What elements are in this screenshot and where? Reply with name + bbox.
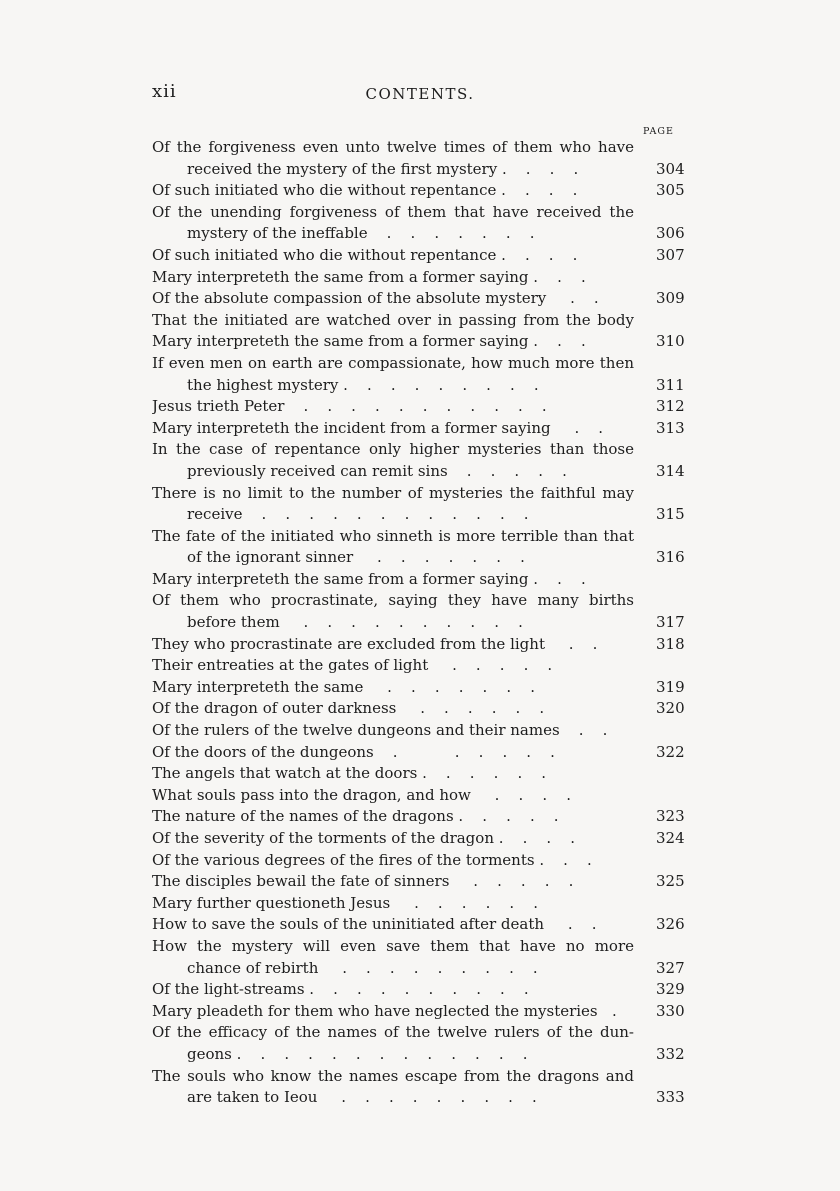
- contents-entry-line: [152, 159, 684, 181]
- contents-entry-line: [152, 461, 684, 483]
- entry-title: The nature of the names of the dragons . . . . .: [152, 807, 559, 826]
- contents-entry-line: [152, 137, 684, 159]
- contents-entry-line: [152, 202, 684, 224]
- entry-page-number: 326: [656, 915, 685, 934]
- contents-entry-line: [152, 504, 684, 526]
- contents-entry-line: [152, 396, 684, 418]
- contents-entry-line: [152, 742, 684, 764]
- entry-page-number: 312: [656, 397, 685, 416]
- entry-title: Mary pleadeth for them who have neglected the mysteries .: [152, 1001, 617, 1020]
- contents-entry-line: [152, 353, 684, 375]
- entry-page-number: 307: [656, 245, 685, 264]
- entry-page-number: 329: [656, 980, 685, 999]
- entry-page-number: 305: [656, 181, 685, 200]
- entry-title: Jesus trieth Peter . . . . . . . . . . .: [152, 397, 547, 416]
- entry-page-number: 323: [656, 807, 685, 826]
- contents-entry-line: [152, 828, 684, 850]
- contents-entry-line: [152, 936, 684, 958]
- entry-title: Of the efficacy of the names of the twelve rulers of the dun-: [152, 1023, 634, 1042]
- contents-entry-line: [152, 720, 684, 742]
- entry-title: The souls who know the names escape from the dragons and: [152, 1066, 634, 1085]
- entry-title: receive . . . . . . . . . . . .: [187, 505, 529, 524]
- contents-entry-line: [152, 1087, 684, 1109]
- entry-title: The fate of the initiated who sinneth is more terrible than that: [152, 526, 634, 545]
- entry-title: Their entreaties at the gates of light . . . . .: [152, 656, 553, 675]
- contents-entry-line: [152, 698, 684, 720]
- entry-page-number: 330: [656, 1001, 685, 1020]
- contents-entry-line: [152, 914, 684, 936]
- contents-entry-line: [152, 763, 684, 785]
- contents-entry-line: [152, 310, 684, 332]
- contents-entry-line: [152, 331, 684, 353]
- entry-page-number: 311: [656, 375, 685, 394]
- entry-title: Of such initiated who die without repentance . . . .: [152, 245, 578, 264]
- entry-title: If even men on earth are compassionate, how much more then: [152, 353, 634, 372]
- entry-page-number: 313: [656, 418, 685, 437]
- entry-title: How the mystery will even save them that have no more: [152, 936, 634, 955]
- entry-page-number: 314: [656, 461, 685, 480]
- entry-page-number: 324: [656, 829, 685, 847]
- contents-entry-line: [152, 569, 684, 591]
- contents-entry-line: [152, 655, 684, 677]
- entry-title: The disciples bewail the fate of sinners . . . . .: [152, 872, 574, 891]
- contents-entry-line: [152, 483, 684, 505]
- entry-title: In the case of repentance only higher mysteries than those: [152, 440, 634, 459]
- entry-title: What souls pass into the dragon, and how . . . .: [152, 785, 571, 804]
- contents-entry-line: [152, 267, 684, 289]
- entry-title: Of the absolute compassion of the absolute mystery . .: [152, 289, 599, 308]
- entry-page-number: 325: [656, 872, 685, 891]
- contents-entry-line: [152, 180, 684, 202]
- entry-title: Of them who procrastinate, saying they have many births: [152, 591, 634, 610]
- entry-page-number: 322: [656, 742, 685, 761]
- entry-title: the highest mystery . . . . . . . . .: [187, 375, 539, 394]
- contents-entry-line: [152, 526, 684, 548]
- entry-title: Mary interpreteth the same from a former saying . . .: [152, 332, 586, 351]
- entry-title: Mary interpreteth the same from a former saying . . .: [152, 569, 586, 588]
- entry-title: Of the rulers of the twelve dungeons and their names . .: [152, 721, 608, 740]
- contents-entry-line: [152, 288, 684, 310]
- entry-title: Of the forgiveness even unto twelve times of them who have: [152, 138, 634, 156]
- entry-title: Of the light-streams . . . . . . . . . .: [152, 980, 529, 999]
- entry-page-number: 309: [656, 289, 685, 308]
- entry-title: Mary further questioneth Jesus . . . . . .: [152, 893, 539, 912]
- entry-page-number: 327: [656, 958, 685, 977]
- contents-entry-line: [152, 1022, 684, 1044]
- contents-entry-line: [152, 590, 684, 612]
- entry-title: received the mystery of the first mystery . . . .: [187, 159, 579, 178]
- contents-entry-line: [152, 1001, 684, 1023]
- entry-title: The angels that watch at the doors . . . . . .: [152, 764, 547, 783]
- entry-title: Of the unending forgiveness of them that have received the: [152, 202, 634, 221]
- entry-title: previously received can remit sins . . . . .: [187, 461, 567, 480]
- contents-entry-line: [152, 245, 684, 267]
- contents-entry-line: [152, 223, 684, 245]
- entry-page-number: 333: [656, 1088, 685, 1107]
- entry-title: are taken to Ieou . . . . . . . . .: [187, 1088, 537, 1107]
- entry-title: chance of rebirth . . . . . . . . .: [187, 958, 538, 977]
- contents-entry-line: [152, 785, 684, 807]
- contents-list: [152, 137, 684, 1109]
- contents-entry-line: [152, 806, 684, 828]
- entry-title: Mary interpreteth the same from a former saying . . .: [152, 267, 586, 286]
- contents-entry-line: [152, 547, 684, 569]
- entry-page-number: 319: [656, 677, 685, 696]
- contents-entry-line: [152, 893, 684, 915]
- entry-title: Mary interpreteth the incident from a former saying . .: [152, 418, 604, 437]
- entry-page-number: 315: [656, 505, 685, 524]
- entry-title: geons . . . . . . . . . . . . .: [187, 1044, 528, 1063]
- entry-page-number: 306: [656, 224, 685, 243]
- entry-page-number: 318: [656, 634, 685, 653]
- running-head: CONTENTS.: [365, 85, 475, 103]
- entry-page-number: 310: [656, 332, 685, 351]
- contents-entry-line: [152, 850, 684, 872]
- contents-entry-line: [152, 418, 684, 440]
- page-folio: xii: [152, 81, 177, 102]
- entry-page-number: 304: [656, 159, 685, 178]
- contents-entry-line: [152, 439, 684, 461]
- contents-entry-line: [152, 958, 684, 980]
- entry-title: of the ignorant sinner . . . . . . .: [187, 548, 525, 567]
- entry-title: That the initiated are watched over in passing from the body: [152, 310, 634, 329]
- entry-title: There is no limit to the number of mysteries the faithful may: [152, 483, 634, 502]
- contents-entry-line: [152, 612, 684, 634]
- contents-entry-line: [152, 1044, 684, 1066]
- entry-title: Mary interpreteth the same . . . . . . .: [152, 677, 535, 696]
- entry-page-number: 317: [656, 613, 685, 632]
- contents-entry-line: [152, 375, 684, 397]
- page-column-label: PAGE: [643, 126, 674, 137]
- contents-entry-line: [152, 634, 684, 656]
- entry-title: They who procrastinate are excluded from the light . .: [152, 634, 598, 653]
- entry-title: How to save the souls of the uninitiated after death . .: [152, 915, 597, 934]
- contents-entry-line: [152, 979, 684, 1001]
- contents-entry-line: [152, 677, 684, 699]
- contents-entry-line: [152, 1066, 684, 1088]
- entry-title: Of the various degrees of the fires of the torments . . .: [152, 850, 592, 869]
- entry-title: mystery of the ineffable . . . . . . .: [187, 224, 535, 243]
- entry-title: Of such initiated who die without repentance . . . .: [152, 181, 578, 200]
- entry-title: before them . . . . . . . . . .: [187, 613, 523, 632]
- entry-title: Of the dragon of outer darkness . . . . . .: [152, 699, 545, 718]
- entry-page-number: 320: [656, 699, 685, 718]
- contents-entry-line: [152, 871, 684, 893]
- entry-title: Of the severity of the torments of the dragon . . . .: [152, 829, 576, 847]
- entry-page-number: 316: [656, 548, 685, 567]
- entry-title: Of the doors of the dungeons . . . . . .: [152, 742, 555, 761]
- entry-page-number: 332: [656, 1044, 685, 1063]
